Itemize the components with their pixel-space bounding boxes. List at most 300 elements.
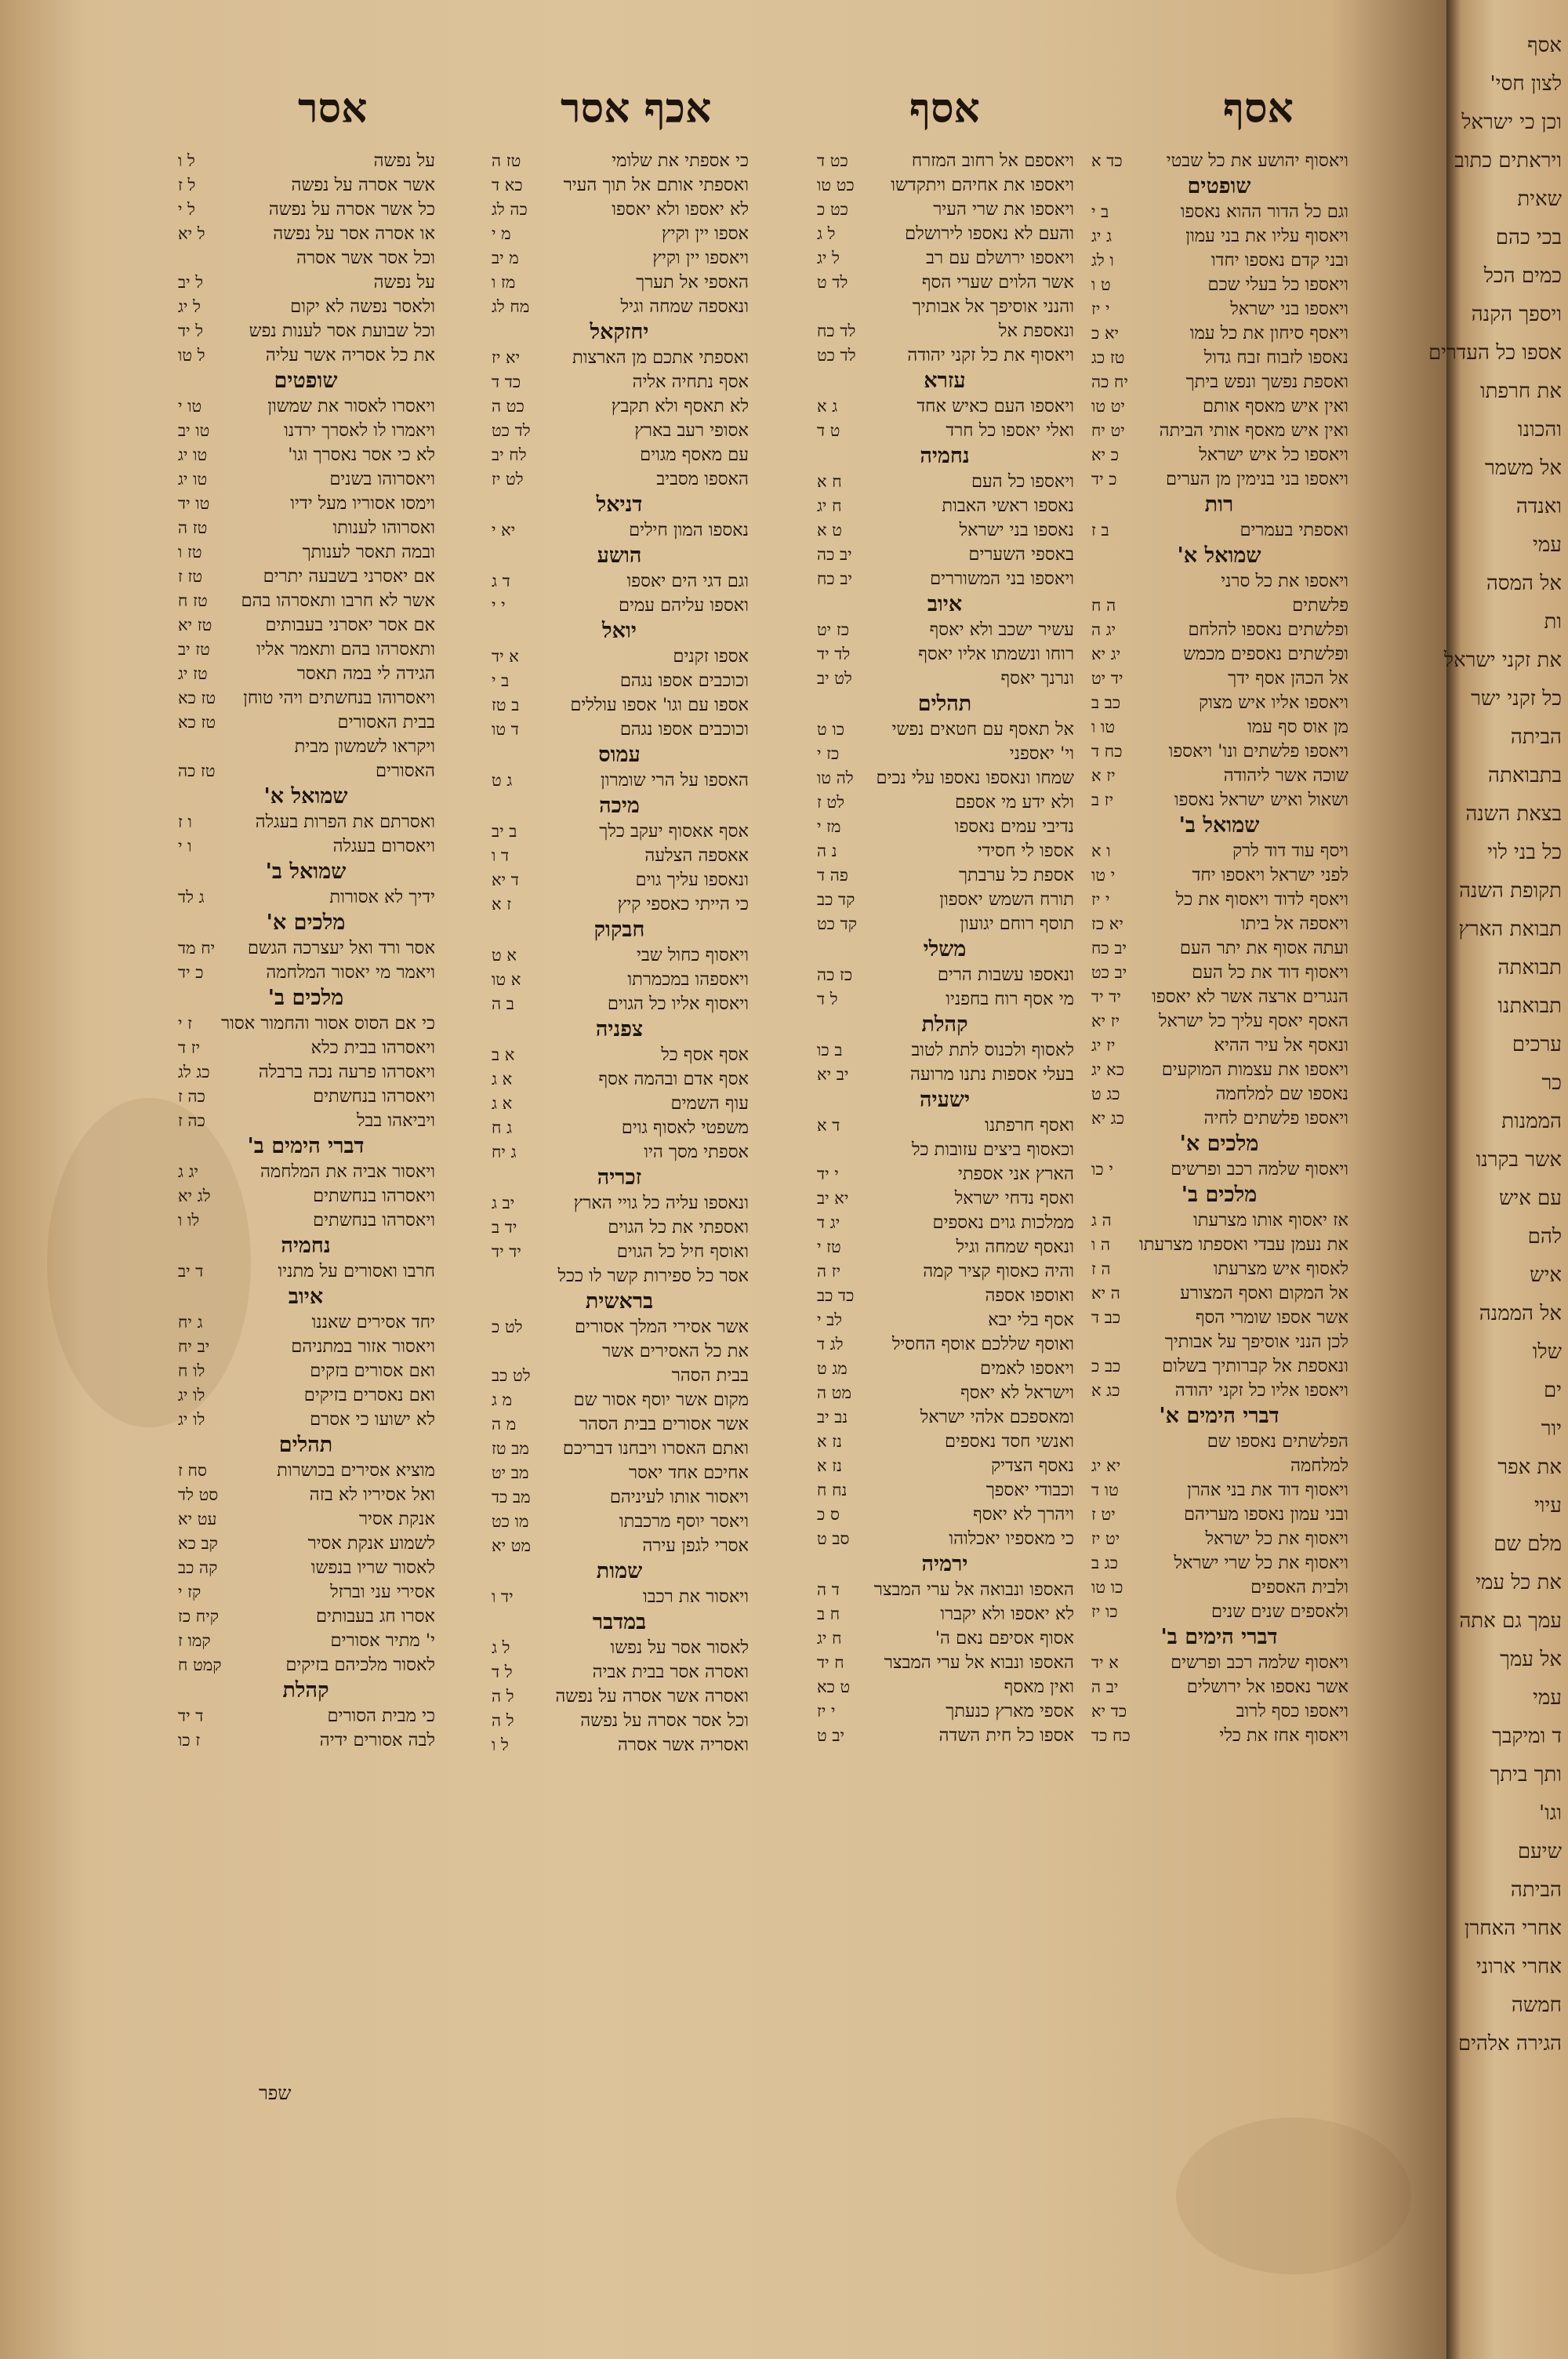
concordance-entry [176,540,435,565]
right-page-text: כל זקני ישר [1471,687,1562,711]
verse-reference: מט ה [817,1383,851,1402]
entry-text: האסף יאסף עליך כל ישראל [1158,1011,1348,1031]
entry-text: וכבודי יאספך [985,1480,1074,1500]
right-page-text: אל משמר [1484,456,1562,480]
entry-text: אספת כל ערבתך [958,865,1074,885]
verse-reference: ו ז [178,812,192,831]
concordance-entry [1090,1430,1348,1454]
entry-text: לאסור מלכיהם בזיקים [285,1655,435,1675]
concordance-entry [176,1408,435,1432]
concordance-entry [815,987,1074,1012]
concordance-entry [1090,297,1348,322]
entry-text: ונרנך יאסף [1000,668,1074,689]
verse-reference: לד כח [817,322,856,340]
verse-reference: נב יב [817,1408,848,1427]
concordance-entry [490,968,749,992]
right-page-text: הממנות [1501,1110,1562,1133]
entry-text: לפני ישראל ויאספו יחד [1192,865,1348,885]
concordance-entry [176,565,435,589]
verse-reference: טו י [178,397,202,416]
entry-text: לא יאספו ולא יאספו [612,199,749,220]
verse-reference: יד יד [1091,987,1121,1006]
verse-reference: ה ז [1091,1259,1111,1278]
entry-text: ויאסרהו בנחשתים [313,1186,435,1206]
verse-reference: ל ד [817,990,838,1009]
verse-reference: לד יד [817,645,851,663]
concordance-entry [176,1383,435,1408]
entry-text: ונאספת אל קברותיך בשלום [1162,1356,1348,1376]
verse-reference: יד ו [492,1587,514,1606]
verse-reference: א ט [492,946,517,965]
right-page-text: וגו' [1538,1801,1562,1825]
verse-reference: ח יד [817,1653,844,1672]
verse-reference: מז י [817,817,841,836]
entry-text: כי מאספיו יאכלוהו [949,1528,1074,1549]
concordance-entry [176,343,435,368]
concordance-entry [176,936,435,961]
verse-reference: כג ב [1091,1554,1118,1572]
verse-reference: ז י [178,1014,193,1033]
entry-text: ותאסרהו בהם ותאמר אליו [256,639,435,660]
column-header: אסף [1223,85,1294,133]
concordance-entry [1090,1306,1348,1330]
concordance-entry [1090,863,1348,888]
entry-text: אז יאסוף אותו מצרעתו [1193,1210,1348,1230]
verse-reference: יט יח [1091,421,1125,440]
entry-text: האסורים [376,761,435,781]
verse-reference: סט לד [178,1485,219,1504]
verse-reference: יז ה [817,1262,841,1281]
entry-text: וימסו אסוריו מעל ידיו [290,493,435,514]
entry-text: האספו ונבואה אל ערי המבצר [873,1579,1074,1600]
concordance-entry [176,1459,435,1483]
concordance-entry [490,594,749,618]
book-heading: מלכים א' [266,911,346,935]
verse-reference: יח מד [178,939,216,958]
verse-reference: כט ה [492,397,524,416]
verse-reference: קה כב [178,1558,218,1577]
book-heading: שמואל א' [263,784,348,809]
entry-text: ידיך לא אסורות [329,887,435,907]
entry-text: ויאספו בני המשוררים [930,569,1074,589]
verse-reference: כח כד [1091,1726,1131,1745]
right-page-text: עיוי [1534,1494,1562,1518]
entry-text: אל תאסף עם חטאים נפשי [891,719,1074,740]
verse-reference: יג ג [178,1162,199,1181]
entry-text: אספו עם וגו' אספו עוללים [570,695,749,715]
verse-reference: כ יא [1091,445,1120,464]
concordance-entry [815,791,1074,815]
column-header: אסף [909,85,980,133]
verse-reference: ל ג [817,224,836,243]
concordance-entry [815,1308,1074,1332]
concordance-entry [176,246,435,271]
entry-text: אסוף אסיפם נאם ה' [935,1628,1074,1648]
verse-reference: ל טו [178,346,205,365]
verse-reference: כט טו [817,176,855,194]
entry-text: ויאספו כל בעלי שכם [1207,274,1348,295]
entry-text: ואסף נדחי ישראל [954,1188,1074,1209]
verse-reference: ד א [817,1116,840,1135]
verse-reference: כז י [817,744,840,763]
concordance-entry [815,567,1074,591]
concordance-entry [176,443,435,467]
entry-text: חרבו ואסורים על מתניו [278,1261,435,1281]
concordance-entry [1090,419,1348,443]
verse-reference: טו יב [178,421,210,440]
verse-reference: טז כה [178,761,216,780]
verse-reference: יח כה [1091,373,1128,391]
entry-text: האספי אל תערך [636,272,749,293]
entry-text: עשיר ישכב ולא יאסף [929,620,1074,640]
concordance-entry [490,943,749,968]
entry-text: ואספו עליהם עמים [618,595,749,616]
right-page-text: אספו כל העדרים [1428,341,1562,365]
verse-reference: כז כה [817,965,853,984]
verse-reference: ה יא [1091,1284,1120,1303]
entry-text: ואספתי בעמרים [1240,520,1348,540]
right-page-text: כל בני לוי [1487,841,1562,864]
verse-reference: יא כז [1091,914,1123,933]
verse-reference: יא יג [1091,1456,1121,1475]
right-page-text: להם [1527,1225,1562,1249]
concordance-entry [815,149,1074,173]
entry-text: ולאספים שנים שנים [1211,1601,1348,1622]
concordance-entry [1090,1651,1348,1675]
entry-text: ויאמר מי יאסור המלחמה [266,962,435,983]
entry-text: ויאספו בני ישראל [1230,299,1348,319]
concordance-entry [176,198,435,222]
verse-reference: ל יד [178,322,204,340]
concordance-entry [1090,1454,1348,1478]
concordance-entry [176,492,435,516]
verse-reference: טז י [817,1238,841,1256]
column-header: אכף אסר [561,85,712,133]
entry-text: ויאסרום בעגלה [332,836,435,856]
concordance-entry [176,834,435,859]
entry-text: והעם לא נאספו לירושלם [905,224,1074,244]
right-page-text: בתבואתה [1488,764,1562,787]
book-heading: איוב [927,592,963,616]
entry-text: והנני אוסיפך אל אבותיך [912,296,1074,317]
verse-reference: ל ה [492,1687,514,1706]
entry-text: ובני קדם נאספו יחדו [1210,250,1348,271]
verse-reference: ל יב [178,273,204,292]
concordance-entry [490,1660,749,1685]
right-page-text: הביתה [1510,1878,1562,1902]
concordance-entry [176,1109,435,1133]
verse-reference: יב יח [178,1337,210,1356]
verse-reference: ד ג [492,572,510,591]
concordance-entry [490,769,749,793]
right-page-text: את כל עמי [1475,1571,1562,1594]
book-heading: ישעיה [919,1088,971,1112]
concordance-entry [176,1060,435,1085]
concordance-entry [1090,1699,1348,1724]
concordance-entry [490,1733,749,1757]
right-page-text: בכי כהם [1495,226,1562,249]
verse-reference: קז י [178,1583,201,1601]
concordance-entry [1090,764,1348,788]
concordance-entry [176,394,435,419]
verse-reference: ל ז [178,176,196,194]
entry-text: מוציא אסירים בכושרות [277,1460,435,1481]
entry-text: ויאסוף דוד את כל העם [1192,962,1348,983]
concordance-entry [1090,594,1348,618]
verse-reference: כט כ [817,200,848,219]
verse-reference: ל ג [492,1638,510,1657]
concordance-entry [490,1685,749,1709]
book-heading: הושע [597,543,642,568]
entry-text: אל הכהן אסף ידך [1228,668,1348,689]
concordance-entry [176,1085,435,1109]
concordance-entry [490,246,749,271]
book-heading: נחמיה [920,444,970,468]
verse-reference: לו יג [178,1410,205,1429]
verse-reference: א טו [492,970,521,989]
verse-reference: יב ה [1091,1677,1119,1696]
concordance-entry [490,1339,749,1364]
entry-text: נאספו המון חילים [629,520,749,540]
verse-reference: טז ה [492,151,521,170]
verse-reference: ג א [817,397,838,416]
verse-reference: ט ד [817,421,840,440]
book-heading: איוב [288,1285,324,1309]
verse-reference: טז כא [178,689,216,707]
verse-reference: ג ט [492,771,513,790]
right-page-text: איש [1530,1263,1562,1287]
entry-text: על נפשה [373,272,435,293]
verse-reference: ח ב [817,1605,840,1623]
verse-reference: כו יז [1091,1602,1118,1621]
entry-text: אסף בלי יבא [988,1310,1074,1330]
entry-text: ויאספו יין וקיץ [652,248,749,268]
concordance-entry [815,1478,1074,1503]
entry-text: ויאספו כסף לרוב [1236,1701,1348,1721]
concordance-entry [1090,1257,1348,1281]
concordance-entry [490,1388,749,1412]
verse-reference: י יז [817,1702,836,1721]
verse-reference: יז א [1091,766,1116,785]
entry-text: את נעמן עבדי ואספתו מצרעתו [1139,1234,1348,1255]
right-page-text: את זקני ישראל [1443,649,1562,672]
verse-reference: יט טו [1091,397,1125,416]
verse-reference: ל ו [178,151,195,170]
concordance-entry [490,1067,749,1092]
right-page-text: תבואתנו [1497,994,1562,1018]
entry-text: ויאסרהו בנחשתים [313,1210,435,1230]
book-heading: חבקוק [593,918,645,942]
verse-reference: כב ד [1091,1308,1121,1327]
entry-text: ויאספו כל איש ישראל [1199,445,1348,465]
entry-text: ויאספם אל רחוב המזרח [911,151,1074,171]
concordance-entry [490,1510,749,1534]
verse-reference: ט כא [817,1677,851,1696]
verse-reference: יד יט [1091,669,1123,688]
concordance-entry [490,1461,749,1485]
concordance-entry [490,1437,749,1461]
entry-text: ונאספה שמחה וגיל [620,296,749,317]
entry-text: אסף אאסוף יעקב כלך [599,821,749,841]
concordance-entry [490,1709,749,1733]
book-heading: נחמיה [281,1234,331,1258]
concordance-entry [176,662,435,686]
concordance-entry [1090,788,1348,812]
concordance-entry [815,1038,1074,1063]
concordance-entry [490,844,749,868]
verse-reference: יא כ [1091,324,1120,343]
concordance-entry [1090,1527,1348,1551]
entry-text: וכל אסר אשר אסרה [296,248,435,268]
concordance-entry [176,1483,435,1507]
right-page-text: אל המסה [1486,572,1562,595]
entry-text: וכל אסר אסרה על נפשה [580,1710,749,1731]
concordance-entry [176,149,435,173]
verse-reference: מ י [492,224,511,243]
entry-text: תורח השמש יאספון [939,889,1074,910]
concordance-entry [1090,273,1348,297]
concordance-entry [1090,1576,1348,1600]
entry-text: ואסרה אשר אסרה על נפשה [555,1686,749,1707]
verse-reference: מג ט [817,1359,848,1378]
right-page-text: ד ומיקבך [1492,1725,1562,1748]
concordance-entry [1090,888,1348,912]
concordance-entry [815,518,1074,543]
verse-reference: יא יב [817,1189,849,1208]
entry-text: כי אספתי את שלומי [612,151,749,171]
verse-reference: י יד [817,1165,839,1183]
book-heading: עמוס [598,743,641,767]
entry-text: ושאול ואיש ישראל נאספו [1174,790,1348,810]
entry-text: ומאספכם אלהי ישראל [920,1407,1074,1427]
entry-text: למלחמה [1290,1456,1348,1476]
entry-text: אאספה הצלעה [644,845,749,866]
verse-reference: ג יח [178,1313,203,1332]
entry-text: אספו זקנים [673,646,749,667]
concordance-entry [815,222,1074,246]
entry-text: אסף אדם ובהמה אסף [598,1069,749,1089]
right-page-text: הגירה אלהים [1457,2032,1562,2055]
concordance-entry [490,1043,749,1067]
entry-text: ולא ידע מי אספם [954,792,1074,812]
concordance-entry [490,149,749,173]
entry-text: ונאסף שמחה וגיל [956,1237,1074,1257]
right-page-text: ערכים [1512,1033,1562,1056]
verse-reference: כה לג [492,200,528,219]
verse-reference: ב יב [492,822,517,841]
concordance-entry [176,319,435,343]
verse-reference: כב כ [1091,1357,1121,1376]
verse-reference: ב כו [817,1041,843,1060]
entry-text: ואין איש מאסף אותי הביתה [1159,420,1348,441]
entry-text: נאספו שם למלחמה [1215,1084,1348,1104]
verse-reference: י טו [1091,866,1116,885]
book-heading: שמות [596,1559,643,1583]
concordance-entry [815,888,1074,912]
right-page-text: וכן כי ישראל [1461,111,1562,134]
entry-text: ויאספו את כל סרני [1221,571,1348,591]
verse-reference: ח יג [817,1629,842,1648]
concordance-entry [815,1578,1074,1602]
entry-text: וכוכבים אספו נגהם [619,671,749,691]
right-page-text: ואנדה [1515,495,1562,518]
verse-reference: כד כב [817,1286,855,1305]
concordance-entry [176,711,435,735]
entry-text: ויאסוף עליו את בני עמון [1185,226,1348,246]
verse-reference: יא יז [492,348,521,367]
entry-text: ויאספו העם כאיש אחד [916,396,1074,416]
right-page-text: שאית [1517,187,1562,211]
verse-reference: א יד [1091,1653,1119,1672]
verse-reference: יז יא [1091,1012,1120,1030]
concordance-entry [815,470,1074,494]
concordance-entry [1090,839,1348,863]
verse-reference: נח ח [817,1481,848,1499]
entry-text: אסר ורד ואל יעצרכה הגשם [247,938,435,958]
verse-reference: כח ד [1091,742,1123,761]
book-heading: דברי הימים א' [1159,1404,1279,1428]
right-page-text: אשר בקרנו [1475,1148,1562,1172]
verse-reference: ל י [178,200,196,219]
concordance-entry [815,1259,1074,1284]
entry-text: מקום אשר יוסף אסור שם [573,1390,749,1410]
verse-reference: ח יג [817,496,842,515]
entry-text: או אסרה אסר על נפשה [273,224,435,244]
concordance-entry [815,246,1074,271]
verse-reference: יב כט [1091,963,1127,982]
verse-reference: לב י [817,1310,843,1329]
verse-reference: יג ד [817,1213,840,1232]
entry-text: ויאסף סיחון את כל עמו [1189,323,1348,343]
verse-reference: ד ו [492,846,510,865]
concordance-entry [1090,1675,1348,1699]
entry-text: ויאסוף את כל זקני יהודה [907,345,1074,365]
concordance-entry [176,1704,435,1728]
verse-reference: יב ט [817,1726,844,1745]
entry-text: ואוספו אספה [985,1285,1074,1306]
verse-reference: י יז [1091,300,1110,318]
concordance-entry [1090,569,1348,594]
entry-text: אספי מארץ כנעתך [946,1701,1074,1721]
entry-text: ויאסוף כחול שבי [637,945,749,965]
verse-reference: יב יא [817,1065,849,1084]
concordance-entry [176,1036,435,1060]
concordance-entry [1090,346,1348,370]
verse-reference: ג יג [1091,227,1112,245]
concordance-entry [1090,249,1348,273]
verse-reference: סב ט [817,1529,850,1548]
verse-reference: ד טו [492,720,519,739]
concordance-entry [815,295,1074,319]
concordance-entry [490,718,749,742]
verse-reference: טז כא [178,713,216,732]
concordance-entry [815,863,1074,888]
entry-text: ואוסף שללכם אוסף החסיל [891,1334,1074,1354]
book-heading: דברי הימים ב' [1160,1625,1278,1649]
concordance-entry [815,1405,1074,1430]
entry-text: ויאסר יוסף מרכבתו [619,1511,749,1532]
verse-reference: טז ח [178,591,208,610]
concordance-entry [1090,1354,1348,1379]
verse-reference: ד יד [178,1707,204,1725]
concordance-entry [1090,370,1348,394]
right-page-text: אל הממנה [1479,1302,1562,1325]
entry-text: בעלי אספות נתנו מרועה [910,1064,1074,1085]
concordance-entry [176,271,435,295]
entry-text: ויאסרוהו בנחשתים ויהי טוחן [243,688,435,708]
concordance-entry [176,467,435,492]
entry-text: את כל האסירים אשר [602,1341,749,1361]
